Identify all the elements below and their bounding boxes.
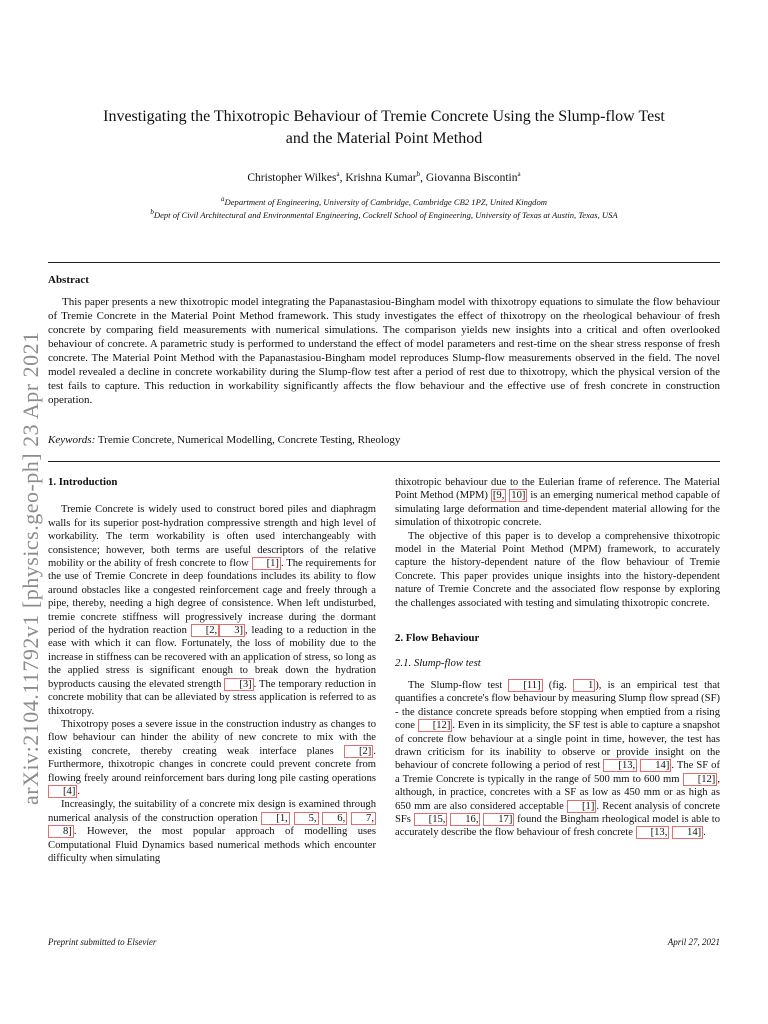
slump-flow-paragraph: The Slump-flow test [11] (fig. 1 ), is an empirical test that quantifies a concrete's flow behaviour by measuring Slump flow spread (SF) - the distance concrete spreads before stopping when emptied from a rising cone [12] . Even in its simplicity, the SF test is able to capture a snapshot of concrete flow behaviour at a single point in time, however, the test has drawn criticism for its inability to observe or provide insight on the behaviour of concrete following a period of rest [13, 14] . The SF of a Tremie Concrete is typically in the range of 500 mm to 600 mm [12] , although, in practice, concretes with a SF as low as 450 mm or as high as 650 mm are also considered acceptable [1] . Recent analysis of concrete SFs [15, 16, 17] found the Bingham rheological model is able to accurately describe the flow behaviour of fresh concrete [13, 14] . [395, 679, 721, 839]
abstract-bottom-rule [48, 461, 720, 462]
author-name: Giovanna Biscontin [425, 171, 518, 184]
objective-paragraph: The objective of this paper is to develop a comprehensive thixotropic model in the Material Point Method (MPM) framework, to accurately capture the history-dependent nature of the flow behaviour of Tremie Concrete. This paper provides unique insights into the history-dependent nature of Tremie Concrete and the associated flow response by exploring the challenges associated with testing and simulating thixotropic concrete. [395, 530, 720, 609]
keywords-text: Tremie Concrete, Numerical Modelling, Concrete Testing, Rheology [97, 434, 401, 446]
author-affil-mark: a [336, 170, 340, 178]
citation-link[interactable]: [15, [414, 813, 448, 826]
affiliation-text: Department of Engineering, University of Cambridge, Cambridge CB2 1PZ, United Kingdom [224, 196, 547, 207]
citation-link[interactable]: [1] [252, 557, 281, 570]
author-list: Christopher Wilkes$^a$, Krishna Kumar$^b$, Giovanna Biscontin$^a$ [247, 170, 521, 184]
figure-link[interactable]: 1 [573, 679, 595, 692]
author-affil-mark: a [517, 170, 521, 178]
citation-link[interactable]: [12] [418, 719, 453, 732]
paper-title [40, 106, 728, 150]
right-column [395, 476, 720, 840]
abstract-text: This paper presents a new thixotropic model integrating the Papanastasiou-Bingham model with thixotropy equations to simulate the flow behaviour of Tremie Concrete in the Material Point Method framework. This study investigates the effect of thixotropy on the rheological behaviour of fresh concrete by comparing field measurements with numerical simulations. The comparison yields new insights into a critical and often overlooked behaviour of concrete. A parametric study is performed to understand the effect of model parameters and rest-time on the shear stress response of fresh concrete. The Material Point Method with the Papanastasiou-Bingham model reproduces Slump-flow measurements observed in the field. The novel model revealed a decline in concrete workability during the Slump-flow test after a period of rest due to thixotropy, which the physical version of the test fails to capture. This reduction in workability significantly affects the flow behaviour and the effective use of fresh concrete in construction operation. [48, 296, 720, 406]
citation-link[interactable]: 14] [640, 759, 671, 772]
citation-link[interactable]: [9, [492, 490, 505, 502]
mpm-paragraph: thixotropic behaviour due to the Eulerian frame of reference. The Material Point Method (MPM) [9, 10] is an emerging numerical method capable of simulating large deformation and time-dependent material allowing for the simulation of thixotropic concrete. [395, 477, 721, 529]
citation-link[interactable]: [1] [567, 800, 596, 813]
citation-link[interactable]: [2] [344, 745, 373, 758]
arxiv-watermark: arXiv:2104.11792v1 [physics.geo-ph] 23 Apr 2021 [18, 331, 43, 805]
subsection-2-1-heading: 2.1. Slump-flow test [395, 657, 481, 670]
citation-link[interactable]: [12] [683, 773, 718, 786]
affiliation-mark: a [221, 195, 225, 203]
author-affil-mark: b [416, 170, 421, 178]
author-name: Krishna Kumar [345, 171, 417, 184]
intro-paragraph-1: Tremie Concrete is widely used to construct bored piles and diaphragm walls for its superior post-hydration compressive strength and high level of workability. The term workability is often used interchangeably with consistence; however, both terms are useful descriptors of the relative mobility or the ability of fresh concrete to flow [1] . The requirements for the use of Tremie Concrete in deep foundations includes its ability to flow around obstacles like a congested reinforcement cage and freely through a pipe, thereby, needing a high degree of consistence. When left undisturbed, tremie concrete stiffness will progressively increase during the dormant period of the hydration reaction [2, 3] , leading to a reduction in the ease with which it can flow. Fortunately, the loss of mobility due to the increase in stiffness can be recovered with an application of stress, so long as the applied stress is significant enough to break down the hydration byproducts causing the elevated strength [3] . The temporary reduction in concrete mobility that can be alleviated by stress application is referred to as thixotropy. [48, 504, 376, 717]
citation-link[interactable]: [13, [636, 826, 670, 839]
citation-link[interactable]: [11] [508, 679, 542, 692]
citation-link[interactable]: 16, [450, 813, 480, 826]
citation-link[interactable]: 10] [511, 490, 526, 502]
citation-link[interactable]: [2, [191, 624, 219, 637]
keywords-line [48, 434, 400, 446]
abstract-top-rule [48, 262, 720, 263]
footer-date: April 27, 2021 [667, 937, 720, 947]
intro-paragraph-3: Increasingly, the suitability of a concrete mix design is examined through numerical analysis of the construction operation [1, 5, 6, 7, 8] . However, the most popular approach of modelling uses Computational Fluid Dynamics based numerical methods which encounter difficulty when simulating [48, 799, 376, 864]
citation-link[interactable]: 3] [219, 624, 245, 637]
citation-link[interactable]: [13, [603, 759, 637, 772]
section-1-heading: 1. Introduction [48, 476, 118, 488]
title-line-1: Investigating the Thixotropic Behaviour of Tremie Concrete Using the Slump-flow Test [103, 108, 665, 125]
citation-link[interactable]: 8] [48, 825, 74, 838]
citation-link[interactable]: [3] [224, 678, 253, 691]
citation-link[interactable]: [1, [261, 812, 289, 825]
affiliation-a [40, 195, 728, 207]
citation-link[interactable]: 5, [294, 812, 319, 825]
title-line-2: and the Material Point Method [285, 130, 483, 147]
citation-link[interactable]: 14] [672, 826, 703, 839]
abstract-heading: Abstract [48, 274, 89, 286]
affiliation-text: Dept of Civil Architectural and Environmental Engineering, Cockrell School of Engineering, University of Texas at Austin, Texas, USA [153, 209, 618, 220]
intro-paragraph-2: Thixotropy poses a severe issue in the construction industry as changes to flow behaviour can hinder the ability of new concrete to mix with the existing concrete, thereby creating weak interface planes [2] . Furthermore, thixotropic changes in concrete could prevent concrete from flowing freely around reinforcement bars during long pile casting operations [4] . [48, 718, 376, 797]
citation-link[interactable]: [4] [48, 785, 77, 798]
citation-link[interactable]: 6, [322, 812, 347, 825]
left-column [48, 476, 376, 865]
footer-preprint: Preprint submitted to Elsevier [48, 937, 157, 947]
section-2-heading: 2. Flow Behaviour [395, 632, 480, 645]
citation-link[interactable]: 17] [483, 813, 514, 826]
keywords-label: Keywords: [48, 434, 96, 446]
citation-link[interactable]: 7, [351, 812, 376, 825]
affiliation-b [40, 208, 728, 220]
affiliation-mark: b [150, 208, 154, 216]
author-name: Christopher Wilkes [247, 171, 337, 184]
